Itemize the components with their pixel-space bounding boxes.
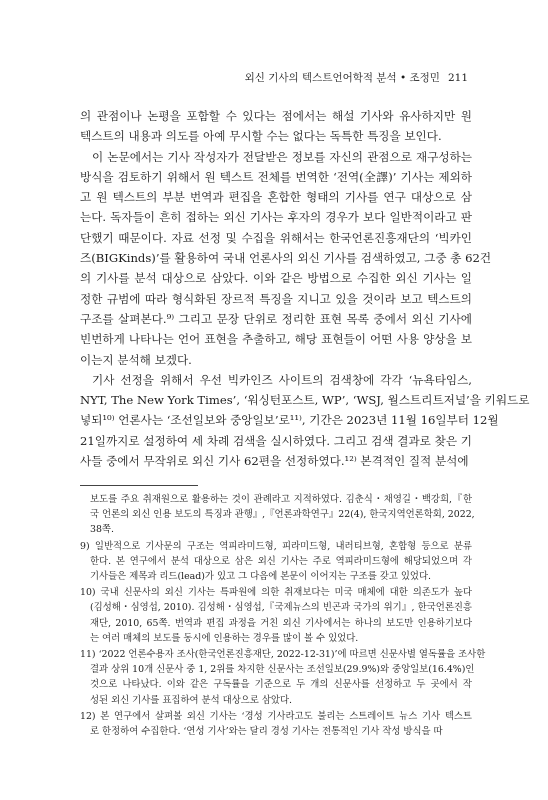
footnote-line: 11) ‘2022 언론수용자 조사(한국언론진흥재단, 2022-12-31)’에 따르면 신문사별 열독률을 조사한 — [80, 649, 486, 661]
text-line: NYT, The New York Times’, ‘워싱턴포스트, WP’, ‘WSJ, 월스트리트저널’을 키워드로 — [80, 393, 530, 408]
footnote-line: 재단, 2010, 65쪽. 번역과 편집 과정을 거친 외신 기사에서는 하나의 보도만 인용하기보다 — [90, 617, 472, 629]
footnote-line: 한다. 본 연구에서 분석 대상으로 삼은 외신 기사는 주로 역피라미드형에 해당되었으며 각 — [90, 555, 472, 567]
footnote-line: 것으로 나타났다. 이와 같은 구독률을 기준으로 두 개의 신문사를 선정하고 두 곳에서 작 — [90, 679, 472, 691]
text-line: 의 기사를 분석 대상으로 삼았다. 이와 같은 방법으로 수집한 외신 기사는 일 — [80, 271, 472, 286]
footnote-12 — [80, 709, 472, 739]
footnote-10 — [80, 585, 472, 646]
text-line: 21일까지로 설정하여 세 차례 검색을 실시하였다. 그리고 검색 결과로 찾은 기 — [80, 433, 472, 448]
footnote-divider — [80, 485, 198, 486]
text-line: 즈(BIGKinds)’를 활용하여 국내 언론사의 외신 기사를 검색하였고, 그중 총 62건 — [80, 251, 492, 266]
text-line: 고 원 텍스트의 부분 번역과 편집을 혼합한 형태의 기사를 연구 대상으로 삼 — [80, 190, 472, 205]
running-title: 외신 기사의 텍스트언어학적 분석 • 조정민 — [244, 72, 440, 84]
running-header — [245, 70, 468, 85]
footnote-line: 10) 국내 신문사의 외신 기사는 특파원에 의한 취재보다는 미국 매체에 대한 의존도가 높다 — [80, 587, 472, 599]
text-line: 이는지 분석해 보겠다. — [80, 352, 192, 367]
footnote-line: 38쪽. — [90, 524, 114, 536]
body-text — [80, 106, 530, 471]
footnote-9 — [80, 539, 472, 585]
footnote-line: 결과 상위 10개 신문사 중 1, 2위를 차지한 신문사는 조선일보(29.9%)와 중앙일보(16.4%)인 — [90, 664, 475, 676]
footnote-line: 기사들은 제목과 리드(lead)가 있고 그 다음에 본문이 이어지는 구조를 갖고 있었다. — [90, 571, 431, 583]
text-line: 이 논문에서는 기사 작성자가 전달받은 정보를 자신의 관점으로 재구성하는 — [92, 149, 472, 164]
footnote-line: 12) 본 연구에서 살펴볼 외신 기사는 ‘경성 기사라고도 불리는 스트레이트 뉴스 기사 텍스트 — [80, 710, 472, 722]
body-paragraph — [80, 106, 472, 147]
text-line: 방식을 검토하기 위해서 원 텍스트 전체를 번역한 ‘전역(全譯)’ 기사는 제외하 — [80, 169, 472, 184]
text-line: 빈번하게 나타나는 언어 표현을 추출하고, 해당 표현들이 어떤 사용 양상을 보 — [80, 332, 472, 347]
text-line: 의 관점이나 논평을 포함할 수 있다는 점에서는 해설 기사와 유사하지만 원 — [80, 109, 472, 123]
footnote-line: 보도를 주요 취재원으로 활용하는 것이 관례라고 지적하였다. 김춘식・채영길・백강희,『한 — [90, 494, 472, 505]
text-line: 는다. 독자들이 흔히 접하는 외신 기사는 후자의 경우가 보다 일반적이라고 판 — [80, 210, 472, 225]
page-number: 211 — [447, 72, 468, 84]
text-line: 단했기 때문이다. 자료 선정 및 수집을 위해서는 한국언론진흥재단의 ‘빅카인 — [80, 230, 472, 245]
footnote-line: 는 여러 매체의 보도를 동시에 인용하는 경우를 많이 볼 수 있었다. — [90, 632, 359, 644]
footnote-line: (김성해・심영섭, 2010). 김성해・심영섭,『국제뉴스의 빈곤과 국가의 위기』, 한국언론진흥 — [90, 602, 472, 614]
text-line: 구조를 살펴본다.⁹⁾ 그리고 문장 단위로 정리한 표현 목록 중에서 외신 기사에 — [80, 311, 472, 326]
footnote-line: 로 한정하여 수집한다. ‘연성 기사’와는 달리 경성 기사는 전통적인 기사 작성 방식을 따 — [90, 726, 443, 738]
footnote-line: 국 언론의 외신 인용 보도의 특징과 관행』,『언론과학연구』22(4), 한국지역언론학회, 2022, — [90, 509, 475, 521]
text-line: 사들 중에서 무작위로 외신 기사 62편을 선정하였다.¹²⁾ 본격적인 질적 분석에 — [80, 454, 469, 469]
text-line: 기사 선정을 위해서 우선 빅카인즈 사이트의 검색창에 각각 ‘뉴욕타임스, — [92, 372, 472, 387]
text-line: 넣되¹⁰⁾ 언론사는 ‘조선일보와 중앙일보’로¹¹⁾, 기간은 2023년 11월 16일부터 12월 — [80, 413, 499, 428]
text-line: 텍스트의 내용과 의도를 아예 무시할 수는 없다는 독특한 특징을 보인다. — [80, 129, 442, 144]
footnote-cont — [80, 492, 475, 538]
body-paragraph — [80, 147, 492, 370]
footnote-line: 9) 일반적으로 기사문의 구조는 역피라미드형, 피라미드형, 내러티브형, 혼합형 등으로 분류 — [80, 540, 472, 552]
footnote-11 — [80, 647, 486, 708]
body-paragraph — [80, 370, 530, 471]
footnotes — [80, 492, 486, 740]
text-line: 정한 규범에 따라 형식화된 장르적 특징을 지니고 있을 것이라 보고 텍스트의 — [80, 291, 472, 306]
footnote-line: 성된 외신 기사를 표집하여 분석 대상으로 삼았다. — [90, 694, 292, 706]
